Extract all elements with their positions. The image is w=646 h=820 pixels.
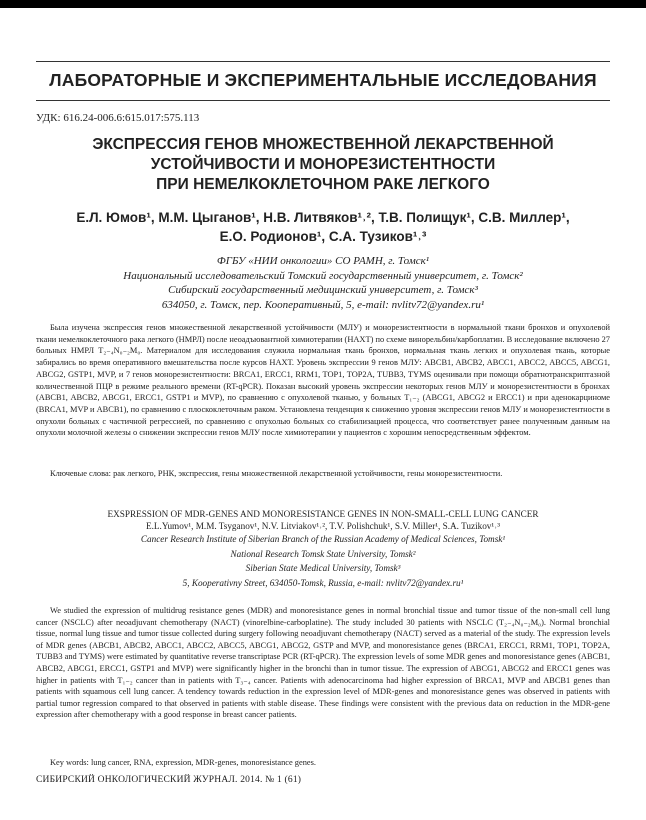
english-authors: E.L.Yumov¹, M.M. Tsyganov¹, N.V. Litviakov¹˒², T.V. Polishchuk¹, S.V. Miller¹, S.A. Tuzikov¹˒³ [146, 521, 500, 531]
english-affiliations [36, 532, 610, 590]
section-header: ЛАБОРАТОРНЫЕ И ЭКСПЕРИМЕНТАЛЬНЫЕ ИССЛЕДОВАНИЯ [49, 70, 597, 90]
title-line: ПРИ НЕМЕЛКОКЛЕТОЧНОМ РАКЕ ЛЕГКОГО [156, 176, 490, 193]
author-list [36, 208, 610, 246]
affiliations [36, 254, 610, 312]
authors-line: Е.О. Родионов¹, С.А. Тузиков¹˒³ [219, 229, 427, 244]
en-affiliation-line: Siberian State Medical University, Tomsk³ [245, 563, 401, 573]
header-rule-top [36, 61, 610, 62]
top-band [0, 0, 646, 8]
affiliation-line: ФГБУ «НИИ онкологии» СО РАМН, г. Томск¹ [216, 255, 430, 267]
en-affiliation-line: Cancer Research Institute of Siberian Branch of the Russian Academy of Medical Sciences, Tomsk¹ [140, 534, 506, 544]
english-title: EXSPRESSION OF MDR-GENES AND MONORESISTANCE GENES IN NON-SMALL-CELL LUNG CANCER [107, 509, 539, 519]
abstract-english: We studied the expression of multidrug resistance genes (MDR) and monoresistance genes in normal bronchial tissue and tumor tissue of the non-small cell lung cancer (NSCLC) after neoadjuvant chemotherapy (NACT) (vinorelbine-carboplatine). The study included 30 patients with NSCLC (T₂₋₄N₀₋₂M₀). Normal bronchial tissue, normal lung tissue and tumor tissue collected during surgery following neoadjuvant chemotherapy (NACT) served as a material of the study. The expression levels of MDR genes (ABCB1, ABCB2, ABCC1, ABCC2, ABCC5, ABCG1, ABCG2, GSTP and MVP, and monoresistance genes (BRCA1, ERCC1, RRM1, TOP1, TOP2A, TUBB3 and TYMS) were estimated by quantitative reverse transcriptase PCR (RT-qPCR). The expression levels of some MDR genes and monoresistance genes (ABCB1, ABCB2, ABCG1, ERCC1, GSTP1 and MVP) were significantly higher in the bronchi than in tumor tissue. The expression of ABCG1, ABCG2 and ERCC1 genes was higher in patients with T₁₋₂ cancer than in patients with T₃₋₄ cancer. Patients with adenocarcinoma had higher expression of BRCA1, MVP and ABCB1 genes than patients with squamous cell lung cancer. A tendency towards reduction in the expression level of MDR-genes and monoresistance genes was observed in patients with partial tumor regression compared to that observed in patients with stable disease. These findings were consistent with the previous data on reduction in the MDR-gene expression after chemotherapy with a good response in breast cancer patients. [36, 606, 610, 720]
udk-code: УДК: 616.24-006.6:615.017:575.113 [36, 112, 200, 124]
affiliation-line: Сибирский государственный медицинский университет, г. Томск³ [168, 284, 478, 296]
title-line: ЭКСПРЕССИЯ ГЕНОВ МНОЖЕСТВЕННОЙ ЛЕКАРСТВЕННОЙ [92, 136, 554, 153]
title-line: УСТОЙЧИВОСТИ И МОНОРЕЗИСТЕНТНОСТИ [150, 156, 496, 173]
header-rule-bottom [36, 100, 610, 101]
keywords-russian: Ключевые слова: рак легкого, РНК, экспрессия, гены множественной лекарственной устойчивости, гены монорезистентности. [50, 469, 503, 478]
affiliation-line: 634050, г. Томск, пер. Кооперативный, 5, e-mail: nvlitv72@yandex.ru¹ [161, 298, 485, 311]
keywords-english: Key words: lung cancer, RNA, expression, MDR-genes, monoresistance genes. [50, 758, 316, 767]
en-affiliation-line: National Research Tomsk State University, Tomsk² [230, 548, 416, 559]
affiliation-line: Национальный исследовательский Томский государственный университет, г. Томск² [123, 269, 523, 282]
en-affiliation-line: 5, Kooperativny Street, 634050-Tomsk, Russia, e-mail: nvlitv72@yandex.ru¹ [182, 577, 464, 588]
journal-footer: СИБИРСКИЙ ОНКОЛОГИЧЕСКИЙ ЖУРНАЛ. 2014. № 1 (61) [36, 775, 302, 785]
authors-line: Е.Л. Юмов¹, М.М. Цыганов¹, Н.В. Литвяков¹˒², Т.В. Полищук¹, С.В. Миллер¹, [76, 210, 570, 225]
article-title [36, 135, 610, 195]
abstract-russian: Была изучена экспрессия генов множественной лекарственной устойчивости (МЛУ) и монорезистентности в нормальной ткани бронхов и опухолевой ткани немелкоклеточного рака легкого (НМРЛ) после неоадъювантной химиотерапии (НАХТ) по схеме винорельбин/карбоплатин. В исследование включено 27 больных НМРЛ T₂₋₄N₀₋₂M₀. Материалом для исследования служила нормальная ткань бронхов, нормальная ткань легких и опухолевая ткань, которые забирались во время оперативного вмешательства после курсов НАХТ. Уровень экспрессии 9 генов МЛУ: ABCB1, ABCB2, ABCC1, ABCC2, ABCC5, ABCG1, ABCG2, GSTP1, MVP, и 7 генов монорезистентности: BRCA1, ERCC1, RRM1, TOP1, TOP2A, TUBB3, TYMS оценивали при помощи обратнотранскриптазной количественной ПЦР в режиме реального времени (RT-qPCR). Показан высокий уровень экспрессии некоторых генов МЛУ и монорезистентности в бронхах (ABCB1, ABCB2, ABCG1, ERCC1, GSTP1 и MVP), по сравнению с опухолевой тканью, у больных T₁₋₂ (ABCG1, ABCG2 и ERCC1) и при аденокарциноме (BRCA1, MVP и ABCB1), по сравнению с плоскоклеточным раком. Установлена тенденция к снижению уровня экспрессии генов МЛУ и монорезистентности в опухоли больных с частичной регрессией, по сравнению с опухолью больных со стабилизацией процесса, что соответствует ранее полученным данным на опухоли молочной железы о снижении экспрессии генов МЛУ после химиотерапии у пациентов с хорошим непосредственным эффектом. [36, 323, 610, 438]
